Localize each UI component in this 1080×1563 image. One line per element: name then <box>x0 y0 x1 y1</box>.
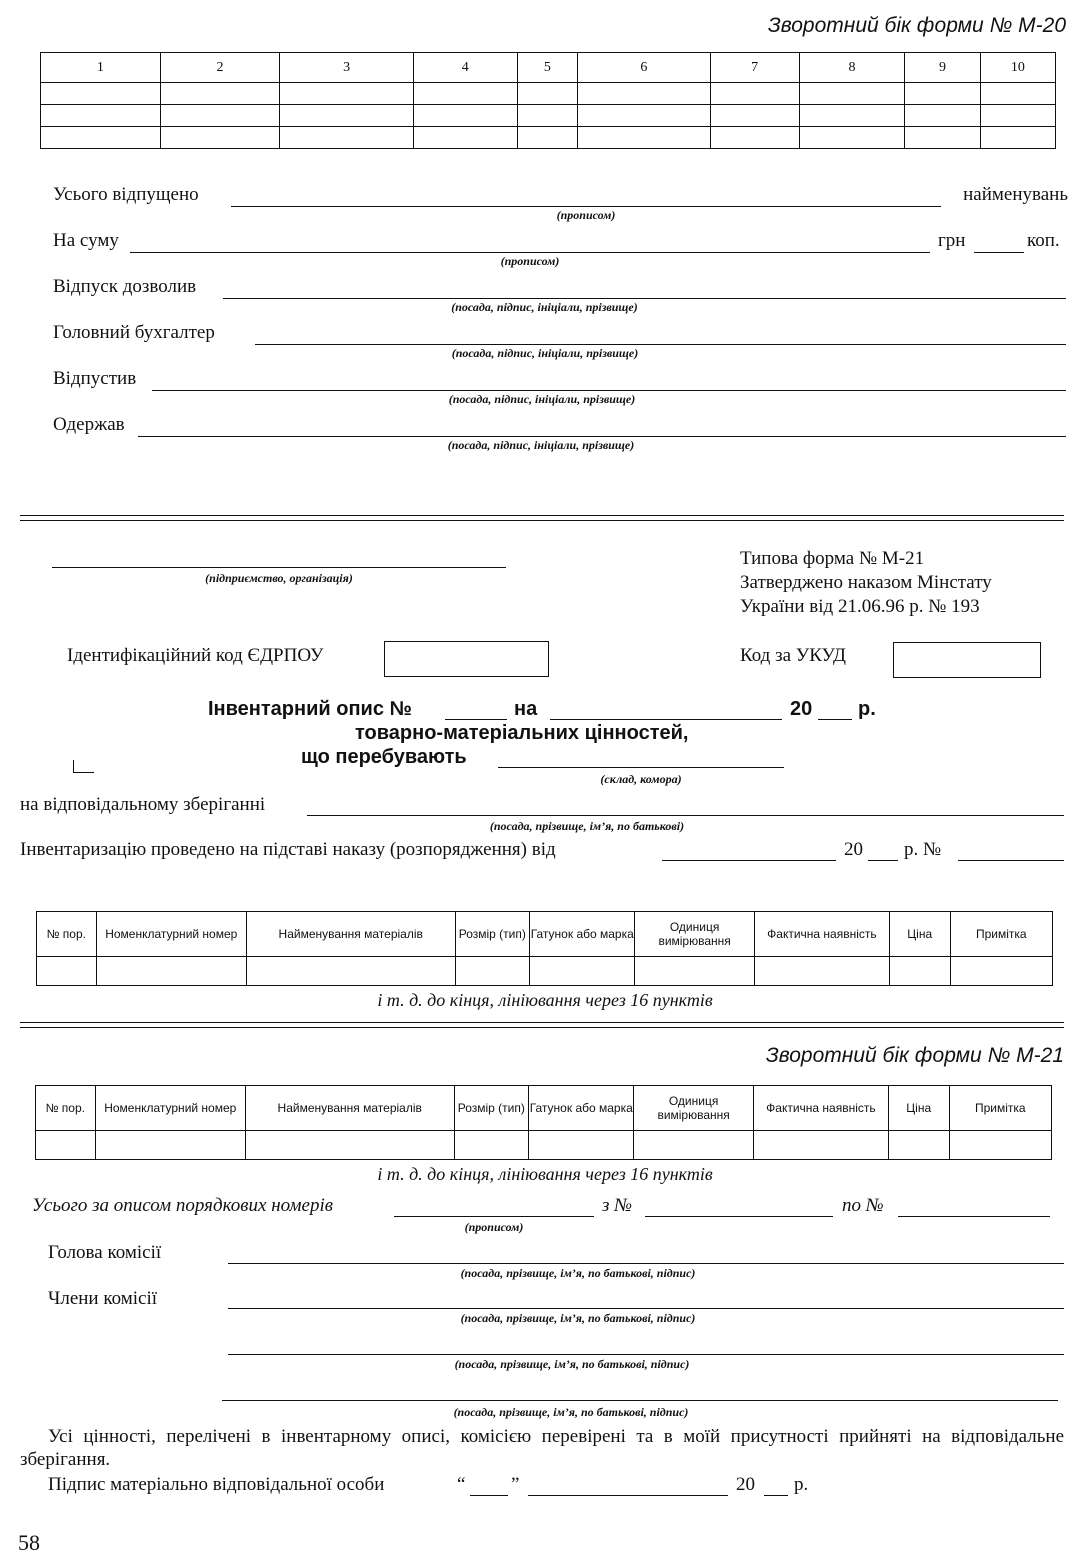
signature-day-field[interactable] <box>470 1495 508 1496</box>
signature-caption: (посада, підпис, ініціали, прізвище) <box>451 300 638 314</box>
total-released-label: Усього відпущено <box>53 184 199 205</box>
order-number-field[interactable] <box>958 860 1064 861</box>
signature-month-field[interactable] <box>528 1495 728 1496</box>
column-header: Одиниця вимірювання <box>634 1086 753 1131</box>
total-count-field[interactable] <box>394 1216 594 1217</box>
column-header: Примітка <box>949 1086 1051 1131</box>
released-by-field[interactable] <box>152 390 1066 391</box>
inventory-number-field[interactable] <box>445 719 507 720</box>
m20-back-heading: Зворотний бік форми № М-20 <box>767 14 1066 37</box>
words-caption: (прописом) <box>556 208 616 222</box>
sum-field[interactable] <box>130 252 930 253</box>
release-permitted-label: Відпуск дозволив <box>53 276 197 297</box>
responsible-person-field[interactable] <box>307 815 1064 816</box>
corner-mark <box>73 760 94 773</box>
column-header: Найменування матеріалів <box>245 1086 454 1131</box>
chief-accountant-label: Головний бухгалтер <box>53 322 215 343</box>
column-header: 7 <box>710 53 799 83</box>
responsible-caption: (посада, прізвище, ім’я, по батькові) <box>489 819 685 833</box>
ukud-label: Код за УКУД <box>740 645 847 666</box>
inventory-year-label: 20 <box>790 698 813 720</box>
inventory-table <box>36 911 1053 986</box>
uah-label: грн <box>938 230 966 251</box>
chairman-field[interactable] <box>228 1263 1064 1264</box>
member-field[interactable] <box>222 1400 1058 1401</box>
items-word-label: найменувань <box>963 184 1068 205</box>
column-header: 3 <box>280 53 414 83</box>
from-number-field[interactable] <box>645 1216 833 1217</box>
column-header: Гатунок або марка <box>529 1086 634 1131</box>
released-by-label: Відпустив <box>53 368 137 389</box>
sum-label: На суму <box>53 230 119 251</box>
member-caption: (посада, прізвище, ім’я, по батькові, підпис) <box>460 1266 696 1280</box>
order-year-field[interactable] <box>868 860 898 861</box>
chairman-label: Голова комісії <box>48 1242 162 1263</box>
column-header: Розмір (тип) <box>454 1086 529 1131</box>
continuation-note: і т. д. до кінця, лініювання через 16 пунктів <box>377 990 713 1010</box>
section-divider <box>20 1022 1064 1028</box>
member-field[interactable] <box>228 1354 1064 1355</box>
form-info-line: України від 21.06.96 р. № 193 <box>740 596 980 617</box>
column-header: 1 <box>41 53 161 83</box>
form-info-line: Затверджено наказом Мінстату <box>740 572 992 593</box>
inventory-table-back <box>35 1085 1052 1160</box>
words-caption: (прописом) <box>500 254 560 268</box>
inventory-title-line2: товарно-матеріальних цінностей, <box>355 722 689 744</box>
close-quote: ” <box>511 1474 520 1495</box>
table-row <box>41 105 1056 127</box>
continuation-note: і т. д. до кінця, лініювання через 16 пунктів <box>377 1164 713 1184</box>
inventory-year-suffix: р. <box>858 698 876 720</box>
member-caption: (посада, прізвище, ім’я, по батькові, підпис) <box>460 1311 696 1325</box>
total-count-label: Усього за описом порядкових номерів <box>32 1195 333 1216</box>
order-date-field[interactable] <box>662 860 836 861</box>
order-year-label: 20 <box>844 839 863 860</box>
form-approval-block <box>740 547 992 619</box>
table-header-row <box>37 912 1053 957</box>
inventory-date-field[interactable] <box>550 719 782 720</box>
column-header: 10 <box>980 53 1055 83</box>
column-header: № пор. <box>36 1086 96 1131</box>
column-header: Одиниця вимірювання <box>635 912 754 957</box>
members-label: Члени комісії <box>48 1288 158 1309</box>
column-header: Номенклатурний номер <box>96 912 246 957</box>
column-header: Розмір (тип) <box>455 912 530 957</box>
table-row <box>36 1131 1052 1160</box>
member-caption: (посада, прізвище, ім’я, по батькові, підпис) <box>453 1405 689 1419</box>
column-header: Ціна <box>888 1086 949 1131</box>
column-header: Найменування матеріалів <box>246 912 455 957</box>
uah-field[interactable] <box>974 252 1024 253</box>
ukud-code-box[interactable] <box>893 642 1041 678</box>
m21-back-heading: Зворотний бік форми № М-21 <box>765 1044 1064 1067</box>
signature-caption: (посада, підпис, ініціали, прізвище) <box>451 346 639 360</box>
table-row <box>37 957 1053 986</box>
signature-year-field[interactable] <box>764 1495 788 1496</box>
signature-caption: (посада, підпис, ініціали, прізвище) <box>448 392 636 406</box>
order-number-label: р. № <box>904 839 942 860</box>
from-number-label: з № <box>602 1195 633 1216</box>
member-caption: (посада, прізвище, ім’я, по батькові, підпис) <box>454 1357 690 1371</box>
column-header: 5 <box>517 53 577 83</box>
inventory-title-label: Інвентарний опис № <box>208 698 412 720</box>
responsible-storage-label: на відповідальному зберіганні <box>20 794 266 815</box>
column-header: Ціна <box>889 912 950 957</box>
column-header: 8 <box>799 53 905 83</box>
enterprise-caption: (підприємство, організація) <box>205 571 353 585</box>
signature-year-suffix: р. <box>794 1474 809 1495</box>
form-info-line: Типова форма № М-21 <box>740 548 925 569</box>
order-basis-label: Інвентаризацію проведено на підставі наказу (розпорядження) від <box>20 839 556 860</box>
acceptance-statement: Усі цінності, перелічені в інвентарному описі, комісією перевірені та в моїй присутності прийняті на відповідальне зберігання. <box>20 1426 1064 1470</box>
page-number: 58 <box>18 1530 40 1555</box>
edrpou-code-box[interactable] <box>384 641 549 677</box>
table-header-row <box>41 53 1056 83</box>
column-header: 6 <box>578 53 711 83</box>
open-quote: “ <box>457 1474 466 1495</box>
column-header: Фактична наявність <box>754 912 889 957</box>
column-header: 4 <box>413 53 517 83</box>
section-divider <box>20 515 1064 521</box>
table-header-row <box>36 1086 1052 1131</box>
received-field[interactable] <box>138 436 1066 437</box>
inventory-year-field[interactable] <box>818 719 852 720</box>
to-number-label: по № <box>842 1195 884 1216</box>
column-header: Фактична наявність <box>753 1086 888 1131</box>
kop-label: коп. <box>1027 230 1060 251</box>
table-row <box>41 127 1056 149</box>
column-header: Гатунок або марка <box>530 912 635 957</box>
member-field[interactable] <box>228 1308 1064 1309</box>
words-caption: (прописом) <box>464 1220 524 1234</box>
column-header: 9 <box>905 53 980 83</box>
column-header: Номенклатурний номер <box>95 1086 245 1131</box>
to-number-field[interactable] <box>898 1216 1050 1217</box>
storage-caption: (склад, комора) <box>600 772 682 786</box>
release-permitted-field[interactable] <box>223 298 1066 299</box>
column-header: 2 <box>160 53 280 83</box>
inventory-title-line3: що перебувають <box>301 746 467 768</box>
signature-label: Підпис матеріально відповідальної особи <box>48 1474 385 1495</box>
inventory-on-label: на <box>514 698 538 720</box>
edrpou-label: Ідентифікаційний код ЄДРПОУ <box>67 645 324 666</box>
signature-caption: (посада, підпис, ініціали, прізвище) <box>447 438 635 452</box>
column-header: Примітка <box>950 912 1052 957</box>
total-released-field[interactable] <box>231 206 941 207</box>
signature-year-label: 20 <box>736 1474 755 1495</box>
chief-accountant-field[interactable] <box>255 344 1066 345</box>
received-label: Одержав <box>53 414 125 435</box>
m20-items-table <box>40 52 1056 149</box>
column-header: № пор. <box>37 912 97 957</box>
enterprise-field[interactable] <box>52 567 506 568</box>
storage-location-field[interactable] <box>498 767 784 768</box>
table-row <box>41 83 1056 105</box>
